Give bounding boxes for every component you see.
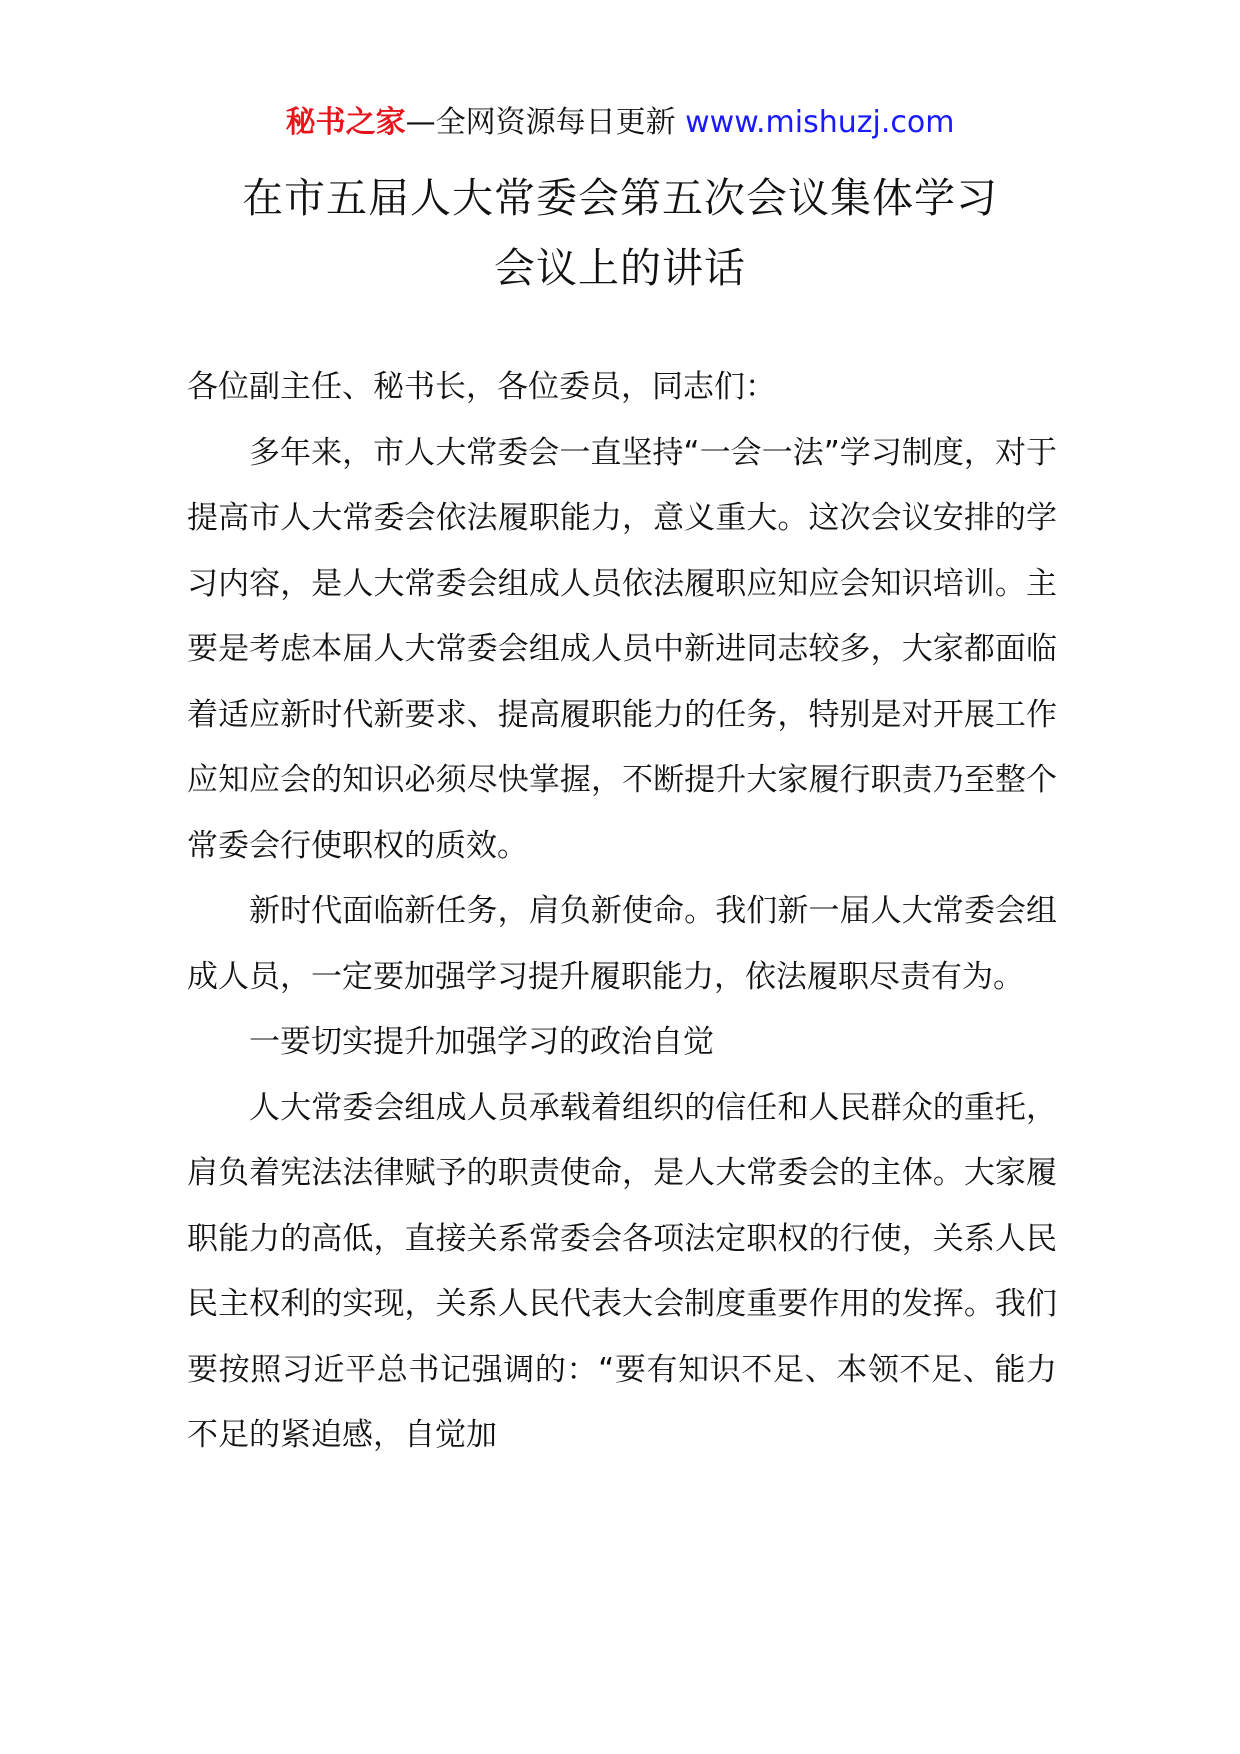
salutation: 各位副主任、秘书长，各位委员，同志们： bbox=[187, 369, 776, 405]
site-url-link[interactable]: www.mishuzj.com bbox=[685, 105, 955, 140]
title-line-1: 在市五届人大常委会第五次会议集体学习 bbox=[242, 174, 998, 222]
document-body bbox=[187, 355, 1057, 1469]
title-line-2: 会议上的讲话 bbox=[494, 244, 746, 292]
paragraph-2: 新时代面临新任务，肩负新使命。我们新一届人大常委会组成人员，一定要加强学习提升履职能力，依法履职尽责有为。 bbox=[187, 893, 1057, 995]
site-header bbox=[0, 100, 1240, 146]
section-heading-1: 一要切实提升加强学习的政治自觉 bbox=[249, 1024, 714, 1060]
paragraph-3: 人大常委会组成人员承载着组织的信任和人民群众的重托，肩负着宪法法律赋予的职责使命，是人大常委会的主体。大家履职能力的高低，直接关系常委会各项法定职权的行使，关系人民民主权利的实现，关系人民代表大会制度重要作用的发挥。我们要按照习近平总书记强调的：“要有知识不足、本领不足、能力不足的紧迫感，自觉加 bbox=[187, 1089, 1057, 1453]
brand-name: 秘书之家 bbox=[285, 105, 406, 140]
paragraph-1: 多年来，市人大常委会一直坚持“一会一法”学习制度，对于提高市人大常委会依法履职能力，意义重大。这次会议安排的学习内容，是人大常委会组成人员依法履职应知应会知识培训。主要是考虑本届人大常委会组成人员中新进同志较多，大家都面临着适应新时代新要求、提高履职能力的任务，特别是对开展工作应知应会的知识必须尽快掌握，不断提升大家履行职责乃至整个常委会行使职权的质效。 bbox=[187, 434, 1057, 864]
document-title bbox=[170, 163, 1070, 303]
header-tagline: —全网资源每日更新 bbox=[405, 105, 686, 140]
